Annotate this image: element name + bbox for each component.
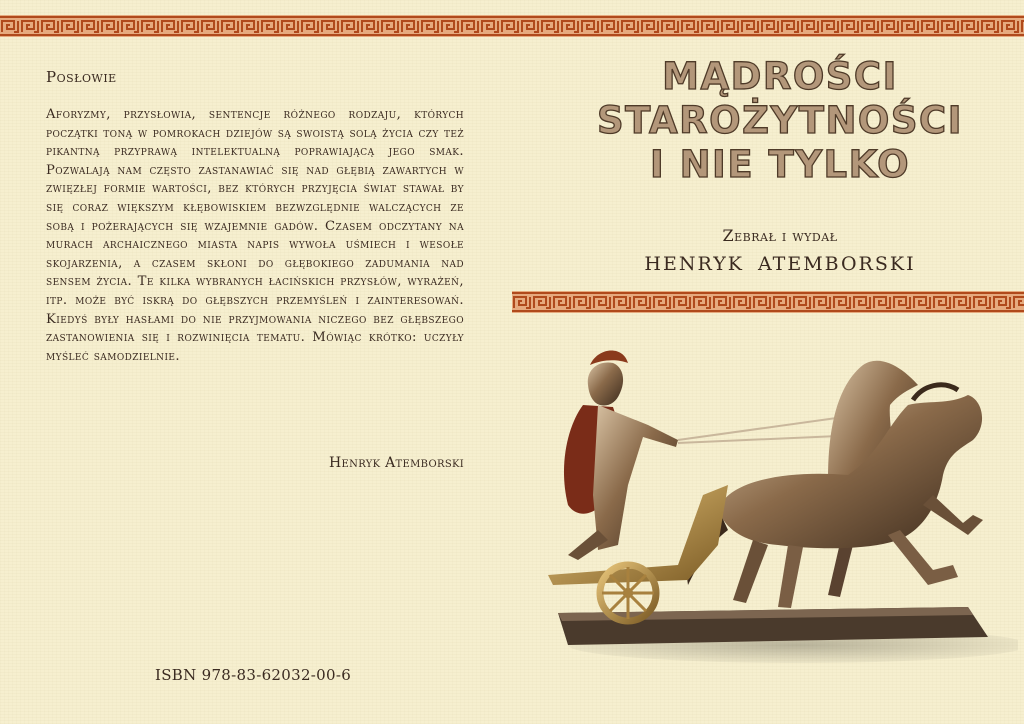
afterword-body: Aforyzmy, przysłowia, sentencje różnego rodzaju, których początki toną w pomrokach dziejów są swoistą solą życia czy też pikantną przyprawą intelektualną poprawiającą jego smak. Pozwalają nam często zastanawiać się nad głębią zawartych w zwięzłej formie wartości, bez których przyjęcia świat stawał by się coraz większym kłębowiskiem bezwzględnie walczących ze sobą i pożerających się wzajemnie gadów. Czasem odczytany na murach archaicznego miasta napis wywoła uśmiech i wesołe skojarzenia, a czasem skłoni do głębokiego zadumania nad sensem życia. Te kilka wybranych łacińskich przysłów, wyrażeń, itp. może być iskrą do głębszych przemyśleń i zainteresowań. Kiedyś były hasłami do nie przyjmowania niczego bez głębszego zastanowienia się i rozwinięcia tematu. Mówiąc krótko: uczyły myśleć samodzielnie. — [46, 107, 464, 364]
middle-greek-key-border — [512, 291, 1024, 313]
title-line: MĄDROŚCI — [662, 55, 898, 98]
compiled-by-label: Zebrał i wydał — [722, 226, 838, 245]
top-greek-key-border — [0, 15, 1024, 37]
isbn-number: ISBN 978-83-62032-00-6 — [155, 666, 352, 684]
afterword-signature: Henryk Atemborski — [329, 455, 464, 471]
afterword-heading: Posłowie — [46, 68, 117, 86]
title-line: I NIE TYLKO — [649, 143, 911, 186]
book-title — [560, 55, 1000, 187]
greek-key-pattern — [0, 15, 1024, 37]
author-name: HENRYK ATEMBORSKI — [644, 253, 916, 275]
greek-key-pattern — [512, 291, 1024, 313]
title-line: STAROŻYTNOŚCI — [597, 99, 963, 142]
charioteer-head — [588, 362, 623, 405]
chariot-statue-image — [528, 345, 1018, 665]
charioteer-body — [593, 405, 678, 550]
